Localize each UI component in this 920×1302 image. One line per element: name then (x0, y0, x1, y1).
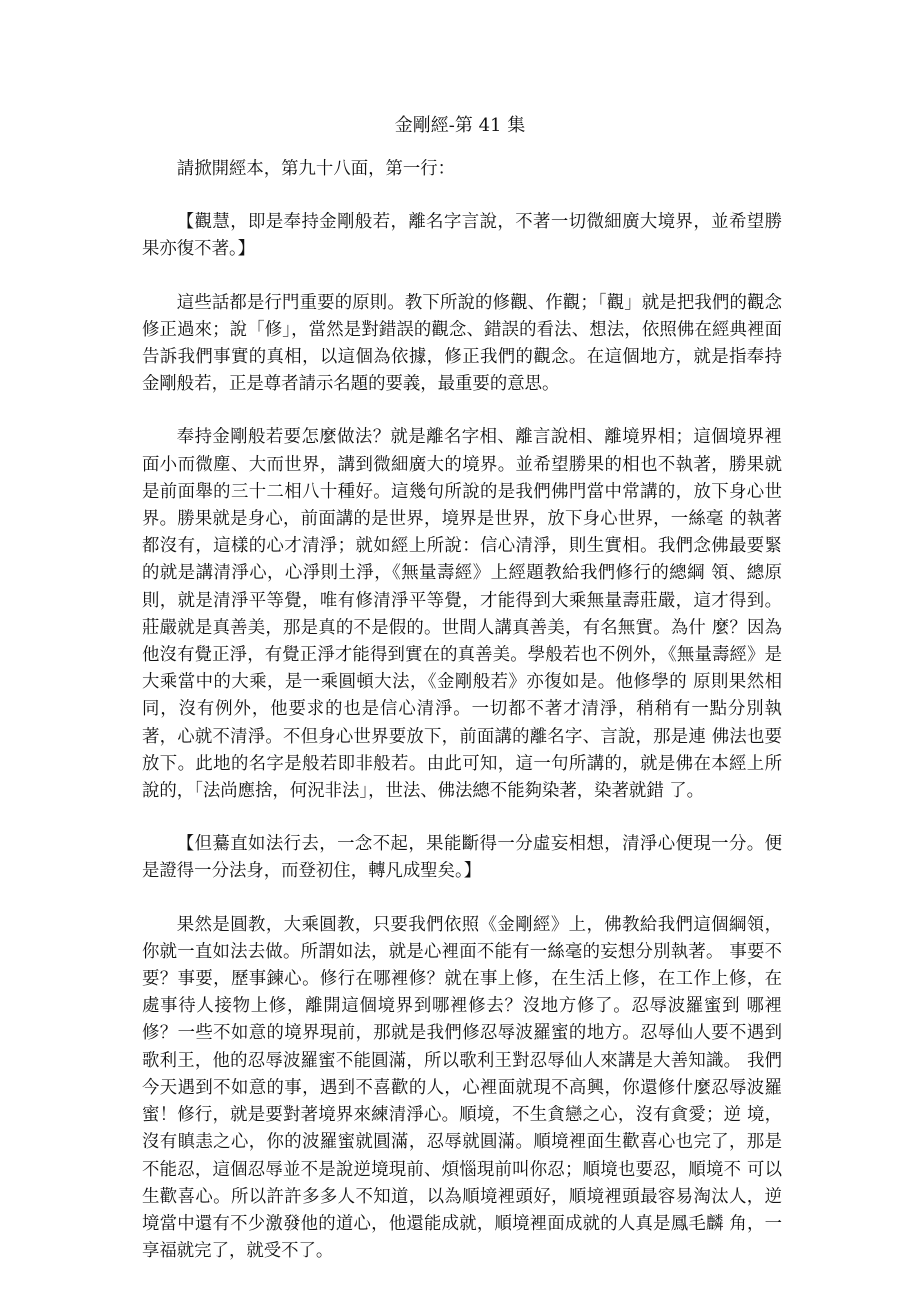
paragraph-commentary-3: 果然是圓教，大乘圓教，只要我們依照《金剛經》上，佛教給我們這個綱領，你就一直如法去做。所謂如法，就是心裡面不能有一絲毫的妄想分別執著。 事要不要？事要，歷事鍊心。修行在哪裡修？就在事上修，在生活上修，在工作上修，在處事待人接物上修，離開這個境界到哪裡修去？沒地方修了。忍辱波羅蜜到 哪裡修？一些不如意的境界現前，那就是我們修忍辱波羅蜜的地方。忍辱仙人要不遇到歌利王，他的忍辱波羅蜜不能圓滿，所以歌利王對忍辱仙人來講是大善知識。 我們今天遇到不如意的事，遇到不喜歡的人，心裡面就現不高興，你還修什麼忍辱波羅蜜！修行，就是要對著境界來練清淨心。順境，不生貪戀之心，沒有貪愛；逆 境，沒有瞋恚之心，你的波羅蜜就圓滿，忍辱就圓滿。順境裡面生歡喜心也完了，那是不能忍，這個忍辱並不是說逆境現前、煩惱現前叫你忍；順境也要忍，順境不 可以生歡喜心。所以許許多多人不知道，以為順境裡頭好，順境裡頭最容易淘汰人，逆境當中還有不少激發他的道心，他還能成就，順境裡面成就的人真是鳳毛麟 角，一享福就完了，就受不了。 (142, 914, 782, 1262)
document-body (142, 156, 782, 1291)
paragraph-scripture-quote-1: 【觀慧，即是奉持金剛般若，離名字言說，不著一切微細廣大境界，並希望勝果亦復不著。】 (142, 212, 782, 260)
document-title: 金剛經-第 41 集 (394, 115, 526, 136)
paragraph-commentary-2: 奉持金剛般若要怎麼做法？就是離名字相、離言說相、離境界相；這個境界裡面小而微塵、大而世界，講到微細廣大的境界。並希望勝果的相也不執著，勝果就是前面舉的三十二相八十種好。這幾句所說的是我們佛門當中常講的，放下身心世界。勝果就是身心，前面講的是世界，境界是世界，放下身心世界，一絲毫 的執著都沒有，這樣的心才清淨；就如經上所說：信心清淨，則生實相。我們念佛最要緊的就是講清淨心，心淨則土淨，《無量壽經》上經題教給我們修行的總綱 領、總原則，就是清淨平等覺，唯有修清淨平等覺，才能得到大乘無量壽莊嚴，這才得到。莊嚴就是真善美，那是真的不是假的。世間人講真善美，有名無實。為什 麼？因為他沒有覺正淨，有覺正淨才能得到實在的真善美。學般若也不例外，《無量壽經》是大乘當中的大乘，是一乘圓頓大法，《金剛般若》亦復如是。他修學的 原則果然相同，沒有例外，他要求的也是信心清淨。一切都不著才清淨，稍稍有一點分別執著，心就不清淨。不但身心世界要放下，前面講的離名字、言說，那是連 佛法也要放下。此地的名字是般若即非般若。由此可知，這一句所講的，就是佛在本經上所說的，「法尚應捨，何況非法」，世法、佛法總不能夠染著，染著就錯 了。 (142, 427, 782, 802)
paragraph-commentary-1: 這些話都是行門重要的原則。教下所說的修觀、作觀；「觀」就是把我們的觀念修正過來；說「修」，當然是對錯誤的觀念、錯誤的看法、想法，依照佛在經典裡面告訴我們事實的真相，以這個為依據，修正我們的觀念。在這個地方，就是指奉持金剛般若，正是尊者請示名題的要義，最重要的意思。 (142, 292, 782, 395)
paragraph-intro: 請掀開經本，第九十八面，第一行： (176, 159, 456, 179)
paragraph-scripture-quote-2: 【但驀直如法行去，一念不起，果能斷得一分虛妄相想，清淨心便現一分。便是證得一分法身，而登初住，轉凡成聖矣。】 (142, 834, 782, 882)
